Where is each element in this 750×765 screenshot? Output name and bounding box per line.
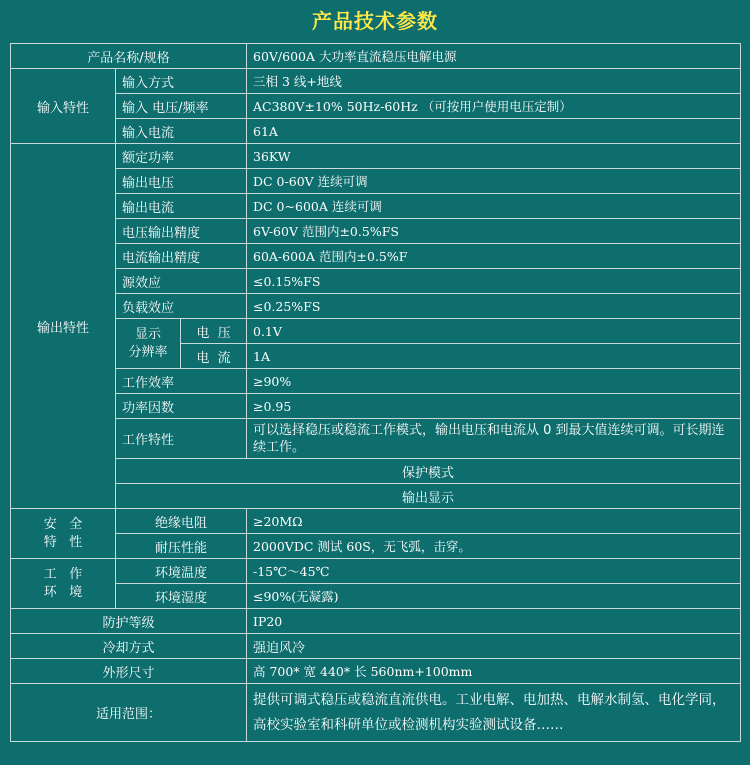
safety-label-line2: 特 性: [43, 534, 83, 550]
table-row: [11, 119, 741, 144]
table-row: [11, 294, 741, 319]
row-value: 高 700* 宽 440* 长 560nm+100mm: [247, 659, 741, 684]
row-value: 强迫风冷: [247, 634, 741, 659]
table-row: [11, 609, 741, 634]
table-row: [11, 634, 741, 659]
row-label: 输出电流: [116, 194, 247, 219]
row-label: 电 压: [181, 319, 247, 344]
table-row: [11, 509, 741, 534]
safety-label-line1: 安 全: [43, 516, 83, 532]
row-value: 1A: [247, 344, 741, 369]
table-row: [11, 44, 741, 69]
row-label: 源效应: [116, 269, 247, 294]
table-row: [11, 584, 741, 609]
row-value: 60A-600A 范围内±0.5%F: [247, 244, 741, 269]
row-label: 环境湿度: [116, 584, 247, 609]
row-label: 电流输出精度: [116, 244, 247, 269]
row-label: 工作效率: [116, 369, 247, 394]
row-label: 环境温度: [116, 559, 247, 584]
group-label: [11, 509, 116, 559]
row-label: 额定功率: [116, 144, 247, 169]
row-value: 36KW: [247, 144, 741, 169]
row-label: 适用范围：: [11, 684, 247, 742]
resolution-label-line1: 显示: [134, 326, 161, 342]
row-label: 绝缘电阻: [116, 509, 247, 534]
row-value: 60V/600A 大功率直流稳压电解电源: [247, 44, 741, 69]
row-value: 三相 3 线+地线: [247, 69, 741, 94]
row-label: 冷却方式: [11, 634, 247, 659]
group-label: 输入特性: [11, 69, 116, 144]
row-value: -15℃～45℃: [247, 559, 741, 584]
row-label: 功率因数: [116, 394, 247, 419]
row-value: 可以选择稳压或稳流工作模式，输出电压和电流从 0 到最大值连续可调。可长期连续工作。: [247, 419, 741, 459]
env-label-line2: 环 境: [43, 584, 83, 600]
row-value: ≤90%(无凝露): [247, 584, 741, 609]
row-label: 外形尺寸: [11, 659, 247, 684]
row-value: 6V-60V 范围内±0.5%FS: [247, 219, 741, 244]
resolution-label: [116, 319, 181, 369]
row-value: ≥90%: [247, 369, 741, 394]
row-label: 负载效应: [116, 294, 247, 319]
table-row: [11, 559, 741, 584]
row-label: 电压输出精度: [116, 219, 247, 244]
resolution-label-line2: 分辨率: [128, 344, 168, 360]
row-label: 输入方式: [116, 69, 247, 94]
table-row: [11, 169, 741, 194]
table-row: [11, 659, 741, 684]
row-value: ≤0.25%FS: [247, 294, 741, 319]
row-value: AC380V±10% 50Hz-60Hz （可按用户使用电压定制）: [247, 94, 741, 119]
table-row: [11, 394, 741, 419]
row-value: 0.1V: [247, 319, 741, 344]
table-row: [11, 369, 741, 394]
group-label: [11, 559, 116, 609]
row-label: 产品名称/规格: [11, 44, 247, 69]
row-label: 输入 电压/频率: [116, 94, 247, 119]
table-row: [11, 459, 741, 484]
row-value: 2000VDC 测试 60S，无飞弧，击穿。: [247, 534, 741, 559]
row-value: 61A: [247, 119, 741, 144]
table-row: [11, 319, 741, 344]
table-row: [11, 684, 741, 742]
row-label: 耐压性能: [116, 534, 247, 559]
group-label: 输出特性: [11, 144, 116, 509]
env-label-line1: 工 作: [43, 566, 83, 582]
table-row: [11, 194, 741, 219]
table-row: [11, 269, 741, 294]
table-row: [11, 144, 741, 169]
row-label: 工作特性: [116, 419, 247, 459]
row-value: ≥20MΩ: [247, 509, 741, 534]
row-label: 保护模式: [116, 459, 741, 484]
page-title: 产品技术参数: [312, 9, 438, 33]
row-value: IP20: [247, 609, 741, 634]
row-label: 电 流: [181, 344, 247, 369]
table-row: [11, 484, 741, 509]
row-label: 防护等级: [11, 609, 247, 634]
row-value: ≤0.15%FS: [247, 269, 741, 294]
table-row: [11, 244, 741, 269]
table-row: [11, 69, 741, 94]
row-value: 提供可调式稳压或稳流直流供电。工业电解、电加热、电解水制氢、电化学同，高校实验室和科研单位或检测机构实验测试设备……: [247, 684, 741, 742]
table-row: [11, 534, 741, 559]
row-value: ≥0.95: [247, 394, 741, 419]
row-value: DC 0~600A 连续可调: [247, 194, 741, 219]
table-row: [11, 419, 741, 459]
table-row: [11, 219, 741, 244]
spec-table: [10, 43, 741, 742]
row-label: 输入电流: [116, 119, 247, 144]
table-row: [11, 94, 741, 119]
row-label: 输出显示: [116, 484, 741, 509]
row-label: 输出电压: [116, 169, 247, 194]
row-value: DC 0-60V 连续可调: [247, 169, 741, 194]
